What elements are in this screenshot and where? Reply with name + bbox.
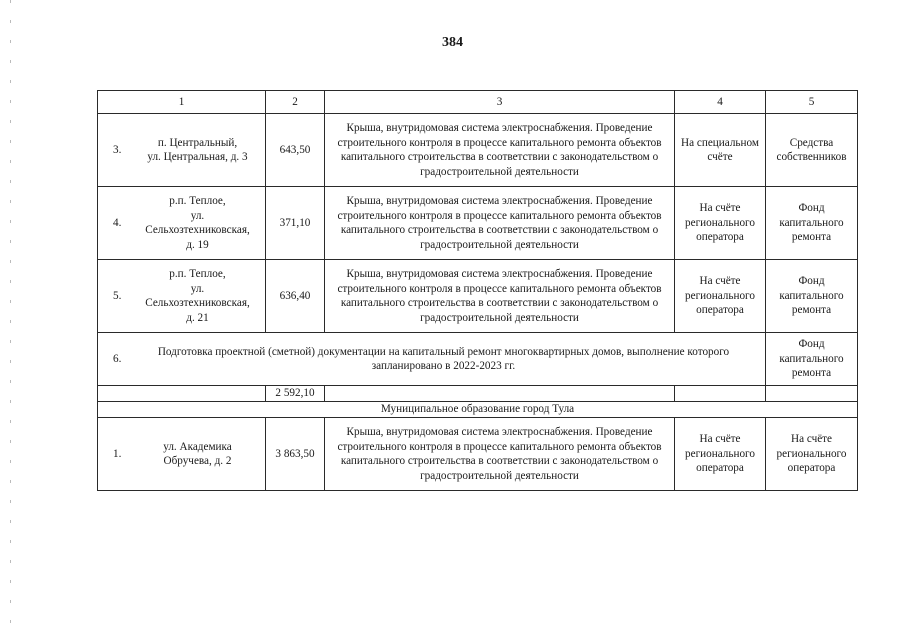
- account-cell: На счёте регионального оператора: [675, 260, 766, 333]
- address-cell: [98, 114, 266, 187]
- works-cell: Крыша, внутридомовая система электроснабжения. Проведение строительного контроля в процессе капитального ремонта объектов капитального строительства в соответствии с законодательством о градостроительной деятельности: [325, 114, 675, 187]
- span-text: Подготовка проектной (сметной) документации на капитальный ремонт многоквартирных домов, выполнение которого запланировано в 2022-2023 гг.: [157, 345, 730, 372]
- address-cell: [98, 260, 266, 333]
- total-empty: [98, 386, 266, 402]
- header-col-5: 5: [766, 91, 858, 114]
- area-cell: 3 863,50: [266, 418, 325, 491]
- address-cell: [98, 187, 266, 260]
- row-number: 4.: [113, 216, 122, 229]
- address: ул. Академика Обручева, д. 2: [163, 440, 232, 467]
- source-cell: Средства собственников: [766, 114, 858, 187]
- area-cell: 371,10: [266, 187, 325, 260]
- header-col-4: 4: [675, 91, 766, 114]
- section-title: Муниципальное образование город Тула: [98, 402, 858, 418]
- row-number: 6.: [113, 352, 122, 365]
- total-row: [98, 386, 858, 402]
- source-cell: На счёте регионального оператора: [766, 418, 858, 491]
- section-row: [98, 402, 858, 418]
- header-row: [98, 91, 858, 114]
- works-cell: Крыша, внутридомовая система электроснабжения. Проведение строительного контроля в процессе капитального ремонта объектов капитального строительства в соответствии с законодательством о градостроительной деятельности: [325, 260, 675, 333]
- account-cell: На специальном счёте: [675, 114, 766, 187]
- total-empty: [766, 386, 858, 402]
- total-empty: [675, 386, 766, 402]
- header-col-1: 1: [98, 91, 266, 114]
- address: р.п. Теплое, ул. Сельхозтехниковская, д. 21: [145, 268, 250, 324]
- span-cell: [98, 333, 766, 386]
- source-cell: Фонд капитального ремонта: [766, 260, 858, 333]
- account-cell: На счёте регионального оператора: [675, 187, 766, 260]
- table-row: [98, 418, 858, 491]
- works-cell: Крыша, внутридомовая система электроснабжения. Проведение строительного контроля в процессе капитального ремонта объектов капитального строительства в соответствии с законодательством о градостроительной деятельности: [325, 418, 675, 491]
- row-number: 1.: [113, 447, 122, 460]
- address: р.п. Теплое, ул. Сельхозтехниковская, д. 19: [145, 195, 250, 251]
- table-row: [98, 187, 858, 260]
- total-area: 2 592,10: [266, 386, 325, 402]
- margin-mark: [10, 0, 11, 640]
- row-number: 3.: [113, 143, 122, 156]
- source-cell: Фонд капитального ремонта: [766, 187, 858, 260]
- table-row: [98, 333, 858, 386]
- repair-table: [97, 90, 858, 491]
- header-col-2: 2: [266, 91, 325, 114]
- address: п. Центральный, ул. Центральная, д. 3: [147, 136, 248, 163]
- page-number: 384: [442, 35, 463, 50]
- account-cell: На счёте регионального оператора: [675, 418, 766, 491]
- header-col-3: 3: [325, 91, 675, 114]
- table-row: [98, 114, 858, 187]
- row-number: 5.: [113, 289, 122, 302]
- source-cell: Фонд капитального ремонта: [766, 333, 858, 386]
- total-empty: [325, 386, 675, 402]
- area-cell: 636,40: [266, 260, 325, 333]
- table-row: [98, 260, 858, 333]
- area-cell: 643,50: [266, 114, 325, 187]
- address-cell: [98, 418, 266, 491]
- works-cell: Крыша, внутридомовая система электроснабжения. Проведение строительного контроля в процессе капитального ремонта объектов капитального строительства в соответствии с законодательством о градостроительной деятельности: [325, 187, 675, 260]
